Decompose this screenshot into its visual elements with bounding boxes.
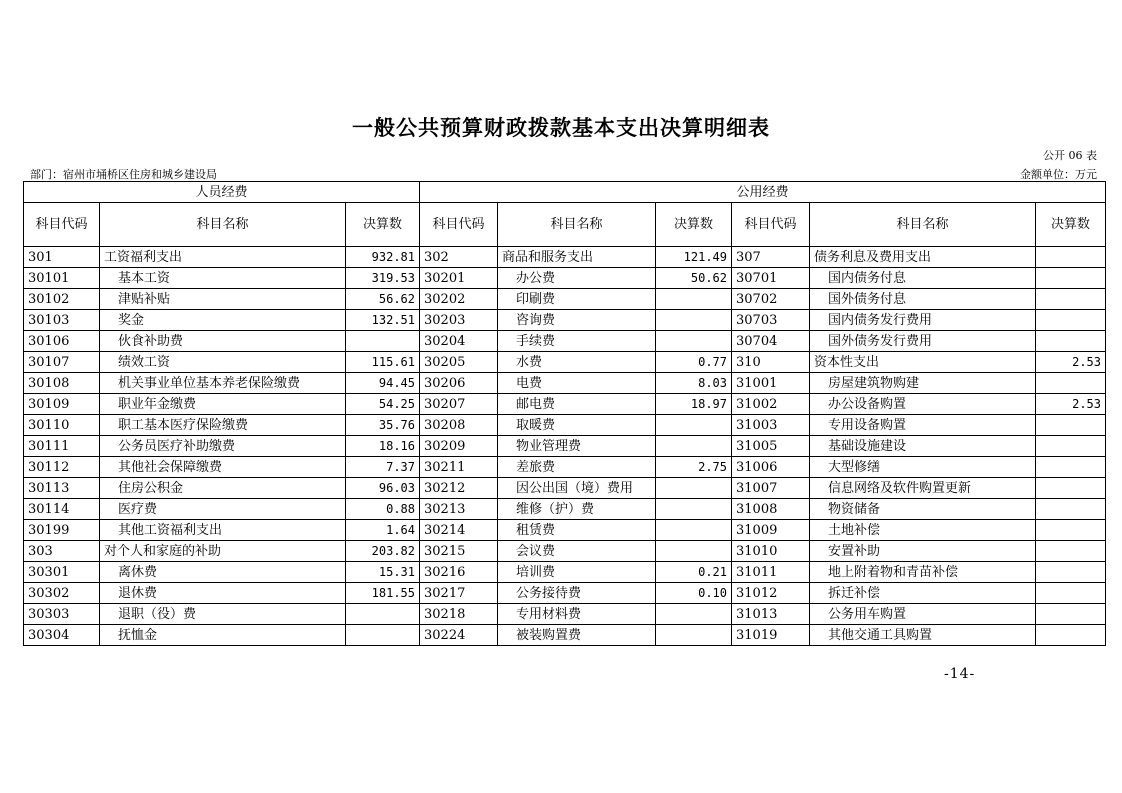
subject-name: 差旅费	[498, 457, 656, 478]
subject-code: 30202	[420, 289, 498, 310]
table-row	[24, 499, 1106, 520]
subject-code: 30703	[732, 310, 810, 331]
page-title: 一般公共预算财政拨款基本支出决算明细表	[352, 115, 770, 140]
amount: 0.77	[656, 352, 732, 373]
table-row	[24, 331, 1106, 352]
subject-name: 专用设备购置	[810, 415, 1036, 436]
subject-name: 水费	[498, 352, 656, 373]
subject-code: 307	[732, 247, 810, 268]
amount	[656, 415, 732, 436]
subject-code: 30110	[24, 415, 100, 436]
subject-code: 31003	[732, 415, 810, 436]
subject-name: 邮电费	[498, 394, 656, 415]
subject-name: 其他工资福利支出	[100, 520, 346, 541]
amount: 56.62	[346, 289, 420, 310]
subject-code: 31011	[732, 562, 810, 583]
subject-name: 公务用车购置	[810, 604, 1036, 625]
header-code: 科目代码	[24, 203, 100, 247]
subject-name: 取暖费	[498, 415, 656, 436]
amount	[656, 478, 732, 499]
amount	[656, 436, 732, 457]
header-name: 科目名称	[100, 203, 346, 247]
subject-code: 30702	[732, 289, 810, 310]
subject-name: 其他社会保障缴费	[100, 457, 346, 478]
subject-name: 抚恤金	[100, 625, 346, 646]
header-code: 科目代码	[732, 203, 810, 247]
amount: 18.97	[656, 394, 732, 415]
subject-name: 物资储备	[810, 499, 1036, 520]
subject-name: 安置补助	[810, 541, 1036, 562]
subject-name: 对个人和家庭的补助	[100, 541, 346, 562]
table-row	[24, 415, 1106, 436]
subject-code: 31001	[732, 373, 810, 394]
subject-code: 30109	[24, 394, 100, 415]
subject-name: 地上附着物和青苗补偿	[810, 562, 1036, 583]
subject-code: 30218	[420, 604, 498, 625]
subject-code: 30701	[732, 268, 810, 289]
subject-name: 专用材料费	[498, 604, 656, 625]
amount	[1036, 541, 1106, 562]
subject-name: 办公设备购置	[810, 394, 1036, 415]
amount	[656, 499, 732, 520]
amount	[1036, 268, 1106, 289]
subject-code: 31010	[732, 541, 810, 562]
subject-code: 310	[732, 352, 810, 373]
subject-name: 拆迁补偿	[810, 583, 1036, 604]
amount: 932.81	[346, 247, 420, 268]
subject-name: 物业管理费	[498, 436, 656, 457]
subject-name: 被装购置费	[498, 625, 656, 646]
subject-name: 债务利息及费用支出	[810, 247, 1036, 268]
amount	[656, 310, 732, 331]
subject-code: 30101	[24, 268, 100, 289]
subject-code: 30203	[420, 310, 498, 331]
subject-name: 国外债务发行费用	[810, 331, 1036, 352]
subject-code: 30111	[24, 436, 100, 457]
subject-name: 咨询费	[498, 310, 656, 331]
subject-code: 30214	[420, 520, 498, 541]
table-row	[24, 247, 1106, 268]
table-row	[24, 310, 1106, 331]
amount	[1036, 625, 1106, 646]
subject-code: 30302	[24, 583, 100, 604]
table-row	[24, 394, 1106, 415]
subject-name: 其他交通工具购置	[810, 625, 1036, 646]
subject-code: 31007	[732, 478, 810, 499]
table-row	[24, 625, 1106, 646]
subject-code: 30208	[420, 415, 498, 436]
subject-name: 房屋建筑物购建	[810, 373, 1036, 394]
subject-code: 30704	[732, 331, 810, 352]
subject-name: 奖金	[100, 310, 346, 331]
subject-code: 30103	[24, 310, 100, 331]
amount	[1036, 310, 1106, 331]
amount: 203.82	[346, 541, 420, 562]
subject-code: 31008	[732, 499, 810, 520]
subject-code: 30113	[24, 478, 100, 499]
subject-name: 土地补偿	[810, 520, 1036, 541]
subject-code: 30207	[420, 394, 498, 415]
header-amount: 决算数	[656, 203, 732, 247]
subject-code: 30205	[420, 352, 498, 373]
subject-code: 31002	[732, 394, 810, 415]
amount	[656, 331, 732, 352]
subject-code: 30108	[24, 373, 100, 394]
subject-code: 30211	[420, 457, 498, 478]
subject-name: 培训费	[498, 562, 656, 583]
subject-name: 电费	[498, 373, 656, 394]
amount: 96.03	[346, 478, 420, 499]
amount: 2.53	[1036, 394, 1106, 415]
subject-code: 31013	[732, 604, 810, 625]
subject-name: 绩效工资	[100, 352, 346, 373]
amount: 7.37	[346, 457, 420, 478]
subject-name: 信息网络及软件购置更新	[810, 478, 1036, 499]
section-public: 公用经费	[420, 182, 1106, 203]
section-personnel: 人员经费	[24, 182, 420, 203]
header-amount: 决算数	[346, 203, 420, 247]
table-row	[24, 583, 1106, 604]
subject-code: 30114	[24, 499, 100, 520]
subject-name: 基本工资	[100, 268, 346, 289]
header-amount: 决算数	[1036, 203, 1106, 247]
table-row	[24, 268, 1106, 289]
subject-code: 30199	[24, 520, 100, 541]
subject-code: 30204	[420, 331, 498, 352]
amount: 2.53	[1036, 352, 1106, 373]
subject-code: 30107	[24, 352, 100, 373]
table-row	[24, 478, 1106, 499]
table-row	[24, 373, 1106, 394]
amount	[1036, 373, 1106, 394]
subject-name: 职工基本医疗保险缴费	[100, 415, 346, 436]
subject-name: 国内债务付息	[810, 268, 1036, 289]
amount	[656, 625, 732, 646]
amount: 319.53	[346, 268, 420, 289]
subject-code: 30112	[24, 457, 100, 478]
subject-code: 31006	[732, 457, 810, 478]
subject-name: 公务接待费	[498, 583, 656, 604]
amount	[1036, 478, 1106, 499]
subject-code: 30209	[420, 436, 498, 457]
header-code: 科目代码	[420, 203, 498, 247]
form-number: 公开 06 表	[1043, 149, 1097, 162]
subject-name: 退职（役）费	[100, 604, 346, 625]
subject-code: 30213	[420, 499, 498, 520]
table-row	[24, 289, 1106, 310]
subject-code: 301	[24, 247, 100, 268]
subject-name: 公务员医疗补助缴费	[100, 436, 346, 457]
subject-name: 因公出国（境）费用	[498, 478, 656, 499]
table-row	[24, 541, 1106, 562]
subject-code: 31012	[732, 583, 810, 604]
subject-name: 住房公积金	[100, 478, 346, 499]
subject-code: 30201	[420, 268, 498, 289]
subject-code: 30206	[420, 373, 498, 394]
table-row	[24, 457, 1106, 478]
amount	[346, 625, 420, 646]
table-row	[24, 520, 1106, 541]
subject-name: 退休费	[100, 583, 346, 604]
amount: 132.51	[346, 310, 420, 331]
amount	[1036, 583, 1106, 604]
amount	[1036, 436, 1106, 457]
department-label: 部门：宿州市埇桥区住房和城乡建设局	[30, 168, 217, 181]
subject-name: 职业年金缴费	[100, 394, 346, 415]
subject-name: 国外债务付息	[810, 289, 1036, 310]
subject-name: 资本性支出	[810, 352, 1036, 373]
amount	[1036, 331, 1106, 352]
amount: 35.76	[346, 415, 420, 436]
amount	[1036, 415, 1106, 436]
amount: 54.25	[346, 394, 420, 415]
subject-name: 工资福利支出	[100, 247, 346, 268]
subject-code: 30212	[420, 478, 498, 499]
amount: 18.16	[346, 436, 420, 457]
table-row	[24, 436, 1106, 457]
subject-name: 租赁费	[498, 520, 656, 541]
amount	[1036, 562, 1106, 583]
subject-code: 30215	[420, 541, 498, 562]
amount: 0.88	[346, 499, 420, 520]
subject-code: 303	[24, 541, 100, 562]
subject-code: 30106	[24, 331, 100, 352]
amount	[656, 289, 732, 310]
subject-name: 机关事业单位基本养老保险缴费	[100, 373, 346, 394]
amount: 2.75	[656, 457, 732, 478]
amount	[656, 604, 732, 625]
subject-code: 30304	[24, 625, 100, 646]
table-row	[24, 604, 1106, 625]
subject-name: 大型修缮	[810, 457, 1036, 478]
subject-name: 医疗费	[100, 499, 346, 520]
amount: 1.64	[346, 520, 420, 541]
amount: 121.49	[656, 247, 732, 268]
subject-code: 31019	[732, 625, 810, 646]
amount	[1036, 457, 1106, 478]
subject-code: 30224	[420, 625, 498, 646]
subject-name: 办公费	[498, 268, 656, 289]
subject-name: 离休费	[100, 562, 346, 583]
amount	[346, 331, 420, 352]
table-row	[24, 352, 1106, 373]
subject-code: 31005	[732, 436, 810, 457]
subject-name: 手续费	[498, 331, 656, 352]
subject-code: 31009	[732, 520, 810, 541]
amount	[1036, 289, 1106, 310]
subject-name: 维修（护）费	[498, 499, 656, 520]
amount: 50.62	[656, 268, 732, 289]
section-header-row	[24, 182, 1106, 203]
subject-code: 30303	[24, 604, 100, 625]
subject-code: 30301	[24, 562, 100, 583]
subject-code: 302	[420, 247, 498, 268]
amount: 115.61	[346, 352, 420, 373]
subject-name: 商品和服务支出	[498, 247, 656, 268]
amount	[1036, 604, 1106, 625]
subject-name: 基础设施建设	[810, 436, 1036, 457]
amount	[1036, 247, 1106, 268]
amount: 8.03	[656, 373, 732, 394]
amount	[346, 604, 420, 625]
unit-label: 金额单位：万元	[1020, 168, 1097, 181]
subject-name: 印刷费	[498, 289, 656, 310]
subject-name: 津贴补贴	[100, 289, 346, 310]
amount: 15.31	[346, 562, 420, 583]
subject-code: 30217	[420, 583, 498, 604]
subject-name: 国内债务发行费用	[810, 310, 1036, 331]
amount	[656, 541, 732, 562]
subject-name: 会议费	[498, 541, 656, 562]
amount: 0.21	[656, 562, 732, 583]
subject-code: 30102	[24, 289, 100, 310]
column-header-row	[24, 203, 1106, 247]
amount	[1036, 499, 1106, 520]
table-row	[24, 562, 1106, 583]
page-number: -14-	[944, 666, 976, 682]
subject-code: 30216	[420, 562, 498, 583]
amount: 0.10	[656, 583, 732, 604]
subject-name: 伙食补助费	[100, 331, 346, 352]
header-name: 科目名称	[498, 203, 656, 247]
expenditure-table	[23, 181, 1106, 646]
amount: 94.45	[346, 373, 420, 394]
header-name: 科目名称	[810, 203, 1036, 247]
amount: 181.55	[346, 583, 420, 604]
amount	[656, 520, 732, 541]
amount	[1036, 520, 1106, 541]
